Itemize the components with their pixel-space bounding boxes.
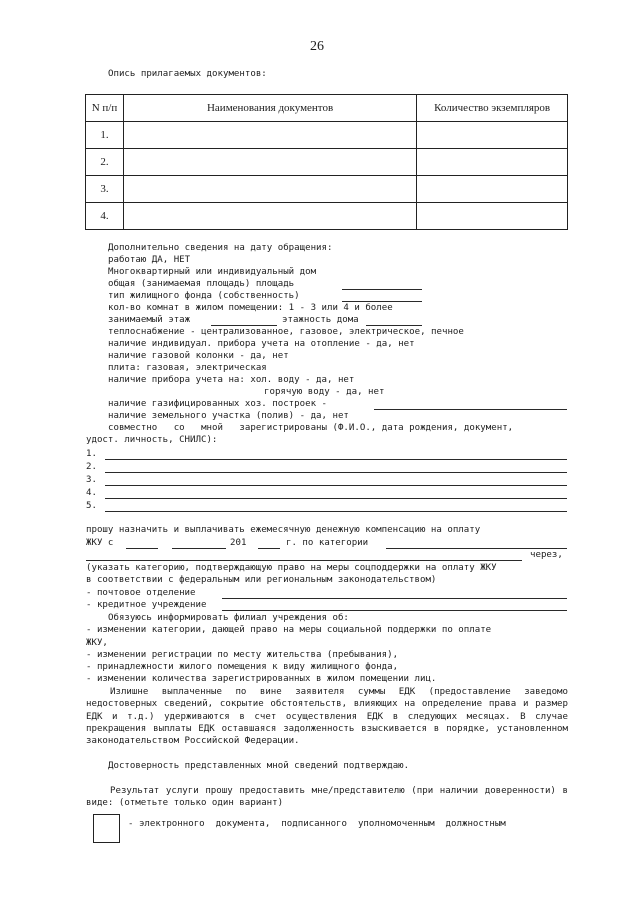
info-gas-heater: наличие газовой колонки - да, нет	[108, 351, 289, 361]
obligation-item: - изменении количества зарегистрированных в жилом помещении лиц.	[86, 674, 437, 684]
obligations-title: Обязуюсь информировать филиал учреждения об:	[108, 613, 349, 623]
reg-line-field[interactable]	[105, 459, 567, 460]
row-num: 1.	[86, 122, 124, 149]
request-via: через,	[530, 550, 563, 560]
request-post-office: - почтовое отделение	[86, 588, 196, 598]
row-doc-name[interactable]	[123, 149, 416, 176]
page-number: 26	[310, 39, 324, 54]
documents-table	[85, 94, 568, 230]
request-year: 201	[230, 538, 247, 548]
info-area: общая (занимаемая площадь) площадь	[108, 279, 295, 289]
confirmation-text: Достоверность представленных мной сведений подтверждаю.	[108, 761, 410, 771]
request-day-field[interactable]	[126, 548, 158, 549]
row-num: 3.	[86, 176, 124, 203]
request-category-label: г. по категории	[286, 538, 369, 548]
table-row	[86, 176, 568, 203]
info-fund-type: тип жилищного фонда (собственность)	[108, 291, 300, 301]
request-hint-cont: в соответствии с федеральным или региональным законодательством)	[86, 575, 437, 585]
info-house-type: Многоквартирный или индивидуальный дом	[108, 267, 317, 277]
obligation-item: - изменении категории, дающей право на меры социальной поддержки по оплате	[86, 625, 492, 635]
result-paragraph: Результат услуги прошу предоставить мне/представителю (при наличии доверенности) в виде: (отметьте только один вариант)	[86, 786, 568, 809]
obligation-item: - изменении регистрации по месту жительства (пребывания),	[86, 650, 399, 660]
overpayment-paragraph: Излишне выплаченные по вине заявителя суммы ЕДК (предоставление заведомо недостоверных сведений, сокрытие обстоятельств, влияющих на определение права и размер ЕДК и т.д.) удерживаются в счет осуществления ЕДК в следующих месяцах. В случае прекращения выплаты ЕДК оставшаяся задолженность взыскивается в порядке, установленном законодательством Российской Федерации.	[86, 687, 568, 747]
info-registered: совместно со мной зарегистрированы (Ф.И.О., дата рождения, документ,	[108, 423, 514, 433]
info-hot-water: горячую воду - да, нет	[264, 387, 385, 397]
info-registered-cont: удост. личность, СНИЛС):	[86, 435, 218, 445]
row-count[interactable]	[417, 176, 568, 203]
request-year-field[interactable]	[258, 548, 280, 549]
reg-line-label: 3.	[86, 475, 97, 485]
info-heat-meter: наличие индивидуал. прибора учета на отопление - да, нет	[108, 339, 415, 349]
obligation-item: ЖКУ,	[86, 638, 108, 648]
row-doc-name[interactable]	[123, 122, 416, 149]
reg-line-label: 5.	[86, 501, 97, 511]
info-heading: Дополнительно сведения на дату обращения:	[108, 243, 333, 253]
electronic-document-checkbox[interactable]	[93, 814, 120, 843]
request-text: прошу назначить и выплачивать ежемесячную денежную компенсацию на оплату	[86, 525, 481, 535]
info-floors-total: этажность дома	[282, 315, 359, 325]
row-doc-name[interactable]	[123, 203, 416, 230]
bank-field[interactable]	[222, 610, 567, 611]
inventory-title: Опись прилагаемых документов:	[108, 69, 267, 79]
request-month-field[interactable]	[172, 548, 226, 549]
reg-line-field[interactable]	[105, 472, 567, 473]
reg-line-field[interactable]	[105, 498, 567, 499]
info-land: наличие земельного участка (полив) - да, нет	[108, 411, 349, 421]
gas-buildings-field[interactable]	[374, 409, 567, 410]
info-works: работаю ДА, НЕТ	[108, 255, 191, 265]
table-row	[86, 149, 568, 176]
info-water-meter: наличие прибора учета на: хол. воду - да, нет	[108, 375, 355, 385]
table-header-row	[86, 95, 568, 122]
request-from: ЖКУ с	[86, 538, 114, 548]
row-count[interactable]	[417, 203, 568, 230]
info-gas-buildings: наличие газифицированных хоз. построек -	[108, 399, 327, 409]
table-row	[86, 122, 568, 149]
info-floor: занимаемый этаж	[108, 315, 191, 325]
row-count[interactable]	[417, 149, 568, 176]
header-count: Количество экземпляров	[417, 95, 568, 122]
obligation-item: - принадлежности жилого помещения к виду жилищного фонда,	[86, 662, 399, 672]
row-num: 4.	[86, 203, 124, 230]
reg-line-field[interactable]	[105, 485, 567, 486]
request-category-field-cont[interactable]	[86, 560, 522, 561]
info-heating: теплоснабжение - централизованное, газовое, электрическое, печное	[108, 327, 464, 337]
row-num: 2.	[86, 149, 124, 176]
reg-line-field[interactable]	[105, 511, 567, 512]
post-office-field[interactable]	[222, 598, 567, 599]
reg-line-label: 4.	[86, 488, 97, 498]
option-electronic-document: - электронного документа, подписанного уполномоченным должностным	[128, 819, 506, 829]
info-stove: плита: газовая, электрическая	[108, 363, 267, 373]
row-doc-name[interactable]	[123, 176, 416, 203]
header-doc-name: Наименования документов	[123, 95, 416, 122]
table-row	[86, 203, 568, 230]
area-field[interactable]	[342, 289, 422, 290]
request-hint: (указать категорию, подтверждающую право на меры соцподдержки на оплату ЖКУ	[86, 563, 497, 573]
info-rooms: кол-во комнат в жилом помещении: 1 - 3 или 4 и более	[108, 303, 393, 313]
header-num: N п/п	[86, 95, 124, 122]
reg-line-label: 1.	[86, 449, 97, 459]
row-count[interactable]	[417, 122, 568, 149]
request-bank: - кредитное учреждение	[86, 600, 207, 610]
reg-line-label: 2.	[86, 462, 97, 472]
